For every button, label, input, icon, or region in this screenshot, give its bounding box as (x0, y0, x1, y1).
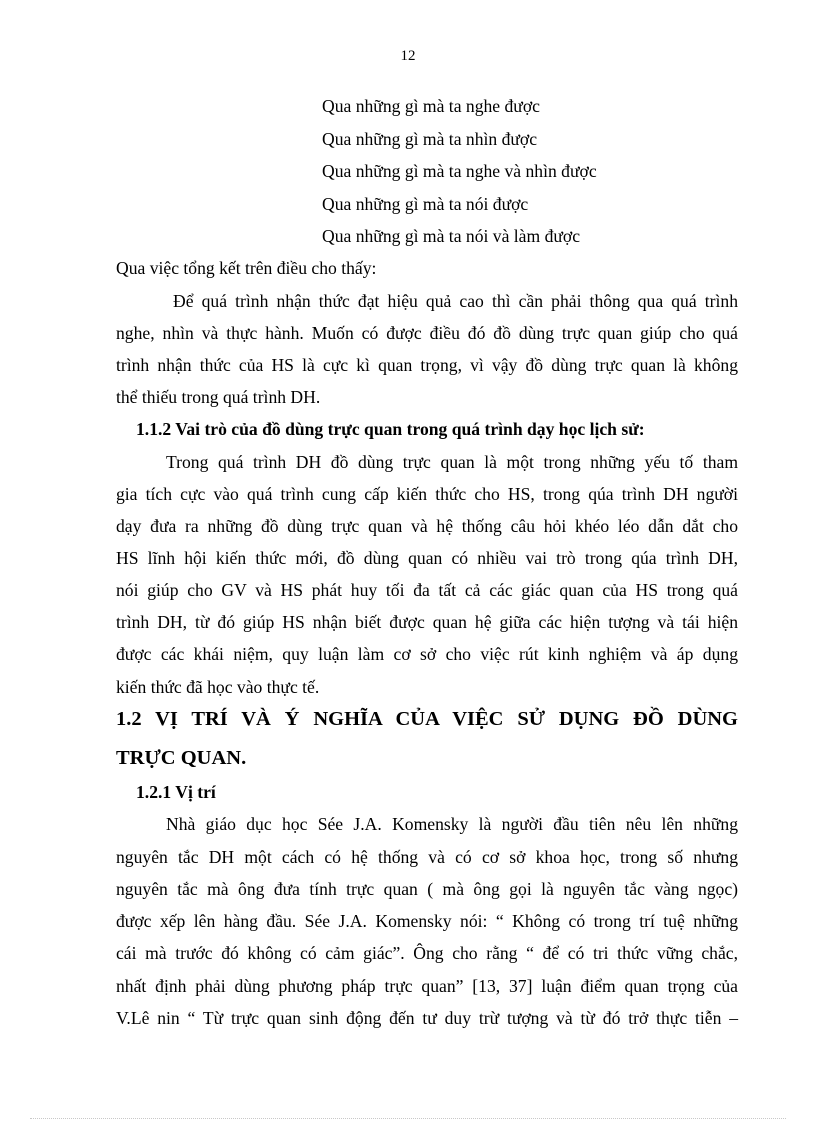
para3-line-6: nhất định phải dùng phương pháp trực quan” [13, 37] luận điểm quan trọng của (116, 976, 738, 996)
para2-line-6: trình DH, từ đó giúp HS nhận biết được quan hệ giữa các hiện tượng và tái hiện (116, 612, 738, 632)
poem-line-3: Qua những gì mà ta nghe và nhìn được (322, 161, 597, 181)
para3-line-7: V.Lê nin “ Từ trực quan sinh động đến tư duy trừ tượng và từ đó trở thực tiễn – (116, 1008, 738, 1028)
para1-line-3: trình nhận thức của HS là cực kì quan trọng, vì vậy đồ dùng trực quan là không (116, 355, 738, 375)
heading-1-2-line-2: TRỰC QUAN. (116, 747, 247, 769)
para2-line-2: gia tích cực vào quá trình cung cấp kiến thức cho HS, trong qúa trình DH người (116, 484, 738, 504)
poem-line-1: Qua những gì mà ta nghe được (322, 96, 540, 116)
para1-line-2: nghe, nhìn và thực hành. Muốn có được điều đó đồ dùng trực quan giúp cho quá (116, 323, 738, 343)
para3-line-2: nguyên tắc DH một cách có hệ thống và có cơ sở khoa học, trong số nhưng (116, 847, 738, 867)
para3-line-5: cái mà trước đó không có cảm giác”. Ông cho rằng “ để có tri thức vững chắc, (116, 943, 738, 963)
intro-line: Qua việc tổng kết trên điều cho thấy: (116, 258, 377, 278)
poem-line-4: Qua những gì mà ta nói được (322, 194, 529, 214)
para2-line-7: được các khái niệm, quy luận làm cơ sở cho việc rút kinh nghiệm và áp dụng (116, 644, 738, 664)
heading-1-1-2: 1.1.2 Vai trò của đồ dùng trực quan trong quá trình dạy học lịch sử: (136, 419, 645, 439)
heading-1-2-line-1: 1.2 VỊ TRÍ VÀ Ý NGHĨA CỦA VIỆC SỬ DỤNG ĐỒ DÙNG (116, 708, 738, 730)
para3-line-4: được xếp lên hàng đầu. Sée J.A. Komensky nói: “ Không có trong trí tuệ những (116, 911, 738, 931)
para1-line-4: thể thiếu trong quá trình DH. (116, 387, 321, 407)
heading-1-2-1: 1.2.1 Vị trí (136, 782, 216, 802)
page-number: 12 (400, 48, 416, 64)
page-bottom-divider (30, 1118, 786, 1119)
para3-line-1: Nhà giáo dục học Sée J.A. Komensky là người đầu tiên nêu lên những (166, 814, 738, 834)
para2-line-1: Trong quá trình DH đồ dùng trực quan là một trong những yếu tố tham (166, 452, 738, 472)
para2-line-4: HS lĩnh hội kiến thức mới, đồ dùng quan có nhiều vai trò trong qúa trình DH, (116, 548, 738, 568)
poem-line-2: Qua những gì mà ta nhìn được (322, 129, 538, 149)
para2-line-5: nói giúp cho GV và HS phát huy tối đa tất cả các giác quan của HS trong quá (116, 580, 738, 600)
para1-line-1: Để quá trình nhận thức đạt hiệu quả cao thì cần phải thông qua quá trình (173, 291, 738, 311)
para2-line-3: dạy đưa ra những đồ dùng trực quan và hệ thống câu hỏi khéo léo dẫn dắt cho (116, 516, 738, 536)
poem-line-5: Qua những gì mà ta nói và làm được (322, 226, 581, 246)
para3-line-3: nguyên tắc mà ông đưa tính trực quan ( mà ông gọi là nguyên tắc vàng ngọc) (116, 879, 738, 899)
para2-line-8: kiến thức đã học vào thực tế. (116, 677, 320, 697)
